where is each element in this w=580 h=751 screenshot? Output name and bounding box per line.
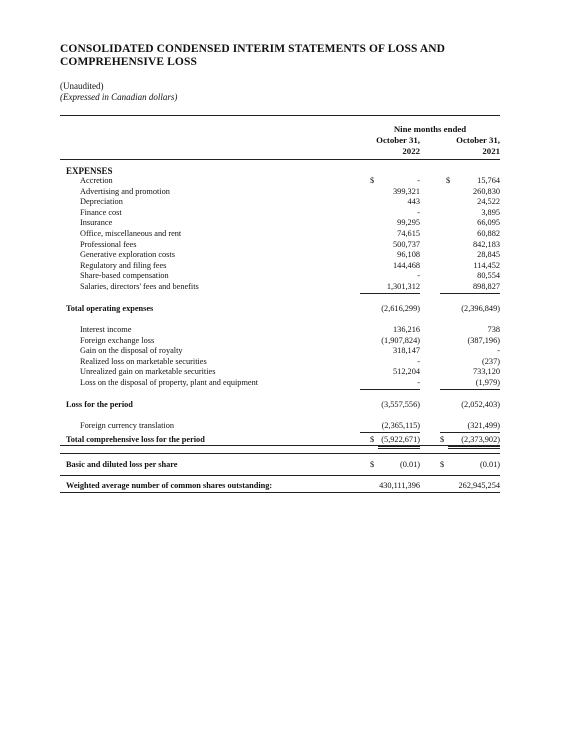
expense-label: Share-based compensation: [80, 271, 169, 281]
expense-value-2022: 99,295: [397, 218, 420, 228]
expense-value-2022: 144,468: [393, 260, 420, 270]
total-operating-2022: (2,616,299): [381, 304, 420, 313]
loss-per-share-label: Basic and diluted loss per share: [66, 460, 178, 469]
expense-label: Depreciation: [80, 197, 123, 207]
currency-symbol-2022: $: [370, 460, 375, 469]
expense-value-2022: 1,301,312: [360, 282, 420, 294]
other-item-label: Unrealized gain on marketable securities: [80, 367, 216, 377]
total-comprehensive-2021: (2,373,902): [448, 435, 500, 449]
expense-value-2022: -: [417, 207, 420, 217]
loss-per-share-2021: (0.01): [479, 460, 500, 469]
expense-label: Office, miscellaneous and rent: [80, 229, 182, 238]
currency-symbol-2021: $: [440, 435, 445, 444]
other-item-label: Realized loss on marketable securities: [80, 356, 207, 366]
expense-value-2021: 3,895: [481, 207, 500, 217]
expense-value-2021: 60,882: [477, 229, 500, 238]
other-item-value-2022: 512,204: [393, 367, 420, 377]
title-line-2: COMPREHENSIVE LOSS: [60, 56, 197, 68]
expense-value-2022: 443: [407, 197, 420, 207]
column-2021-year: 2021: [482, 146, 500, 156]
expense-value-2021: 24,522: [477, 197, 500, 207]
weighted-shares-2021: 262,945,254: [458, 481, 500, 490]
other-item-value-2022: 136,216: [393, 325, 420, 334]
other-item-label: Foreign exchange loss: [80, 335, 155, 345]
total-operating-label: Total operating expenses: [66, 304, 154, 313]
expenses-heading: EXPENSES: [66, 166, 113, 176]
expense-value-2021: 66,095: [477, 218, 500, 228]
header-top-rule: [60, 115, 500, 116]
currency-symbol-2021: $: [440, 460, 445, 469]
other-item-value-2022: -: [417, 356, 420, 366]
expense-label: Professional fees: [80, 239, 137, 249]
other-item-value-2021: -: [497, 346, 500, 356]
loss-per-share-2022: (0.01): [399, 460, 420, 469]
expense-label: Generative exploration costs: [80, 250, 175, 260]
total-comprehensive-2022: (5,922,671): [378, 435, 420, 449]
expense-label: Insurance: [80, 218, 113, 228]
expense-label: Advertising and promotion: [80, 186, 170, 196]
weighted-shares-rule: [60, 492, 500, 493]
column-2021-line1: October 31,: [456, 135, 500, 145]
weighted-shares-label: Weighted average number of common shares outstanding:: [66, 481, 273, 490]
currency-symbol-2022: $: [370, 176, 375, 185]
column-2022-year: 2022: [402, 146, 420, 156]
expense-value-2022: 500,737: [393, 239, 420, 249]
other-item-label: Interest income: [80, 325, 132, 334]
title-line-1: CONSOLIDATED CONDENSED INTERIM STATEMENTS OF LOSS AND: [60, 43, 446, 55]
fx-translation-2021: (321,499): [440, 421, 500, 433]
loss-period-2021: (2,052,403): [461, 400, 500, 409]
expense-value-2022: -: [417, 271, 420, 281]
expense-value-2021: 842,183: [473, 239, 500, 249]
expense-value-2022: -: [417, 176, 420, 185]
expense-label: Regulatory and filing fees: [80, 260, 167, 270]
other-item-value-2021: (387,196): [467, 335, 500, 345]
statement-title: [60, 43, 530, 69]
total-operating-2021: (2,396,849): [461, 304, 500, 313]
loss-per-share-top-rule: [60, 453, 500, 454]
expense-label: Accretion: [80, 176, 113, 185]
other-item-value-2021: (237): [482, 356, 500, 366]
fx-translation-label: Foreign currency translation: [80, 421, 175, 430]
other-item-label: Gain on the disposal of royalty: [80, 346, 183, 356]
total-comprehensive-label: Total comprehensive loss for the period: [66, 435, 205, 444]
loss-period-label: Loss for the period: [66, 400, 133, 409]
expense-value-2022: 96,108: [397, 250, 420, 260]
fx-translation-2022: (2,365,115): [360, 421, 420, 433]
expense-value-2021: 260,830: [473, 186, 500, 196]
unaudited-note: (Unaudited): [60, 81, 104, 91]
expense-value-2022: 399,321: [393, 186, 420, 196]
other-item-value-2022: 318,147: [393, 346, 420, 356]
other-item-value-2022: -: [360, 378, 420, 390]
expense-value-2021: 898,827: [440, 282, 500, 294]
column-2022-line1: October 31,: [376, 135, 420, 145]
expense-value-2021: 15,764: [477, 176, 500, 185]
header-bottom-rule: [60, 159, 500, 160]
expense-label: Salaries, directors' fees and benefits: [80, 282, 199, 291]
loss-period-2022: (3,557,556): [381, 400, 420, 409]
other-item-value-2022: (1,907,824): [381, 335, 420, 345]
expense-value-2021: 114,452: [473, 260, 500, 270]
other-item-label: Loss on the disposal of property, plant and equipment: [80, 378, 259, 387]
other-item-value-2021: (1,979): [440, 378, 500, 390]
expense-value-2022: 74,615: [397, 229, 420, 238]
weighted-shares-2022: 430,111,396: [379, 481, 420, 490]
other-item-value-2021: 738: [487, 325, 500, 334]
loss-per-share-bottom-rule: [60, 475, 500, 476]
expense-label: Finance cost: [80, 207, 122, 217]
expense-value-2021: 28,845: [477, 250, 500, 260]
currency-symbol-2022: $: [370, 435, 375, 444]
other-item-value-2021: 733,120: [473, 367, 500, 377]
currency-note: (Expressed in Canadian dollars): [60, 92, 178, 102]
period-header: Nine months ended: [393, 124, 467, 134]
expense-value-2021: 80,554: [477, 271, 500, 281]
currency-symbol-2021: $: [446, 176, 451, 185]
